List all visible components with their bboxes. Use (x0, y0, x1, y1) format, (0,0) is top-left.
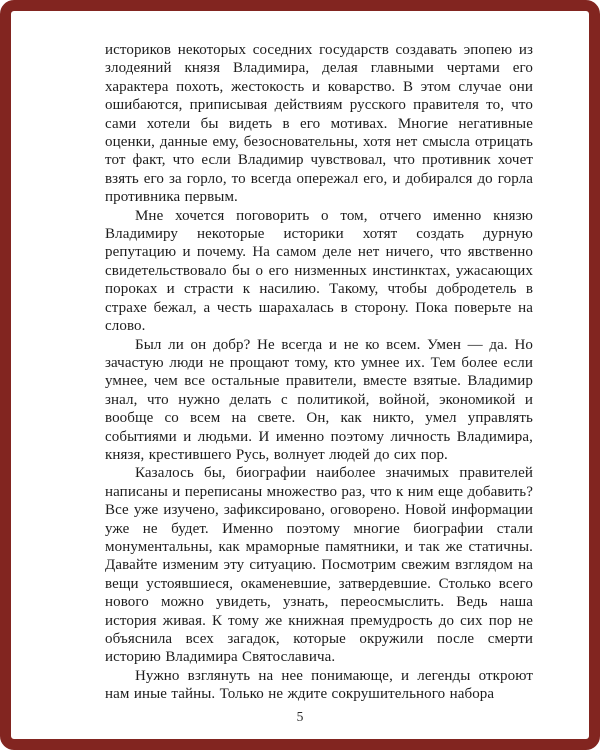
page-number: 5 (296, 709, 304, 724)
paragraph: Казалось бы, биографии наиболее значимых правителей написаны и переписаны множество раз, что к ним еще добавить? Все уже изучено, зафиксировано, оговорено. Новой информации уже не будет. Именно поэтому многие биографии стали монументальны, как мраморные памятники, и так же статичны. Давайте изменим эту ситуацию. Посмотрим свежим взглядом на вещи устоявшиеся, окаменевшие, затвердевшие. Столько всего нового можно увидеть, узнать, переосмыслить. Ведь наша история живая. К тому же книжная премудрость до сих пор не объяснила всех загадок, которые окружили после смерти историю Владимира Святославича. (105, 465, 533, 666)
paragraph: Мне хочется поговорить о том, отчего именно князю Владимиру некоторые историки хотят создать дурную репутацию и почему. На самом деле нет ничего, что явственно свидетельствовало бы о его низменных инстинктах, ужасающих пороках и страсти к насилию. Такому, чтобы добродетель в страхе бежал, а честь шарахалась в сторону. Пока поверьте на слово. (105, 207, 533, 335)
book-page (11, 11, 589, 739)
paragraph: историков некоторых соседних государств создавать эпопею из злодеяний князя Владимира, делая главными чертами его характера похоть, жестокость и коварство. В этом случае они ошибаются, приписывая действиям русского правителя то, что сами хотели бы видеть в его мотивах. Многие негативные оценки, данные ему, безосновательны, хотя нет смысла отрицать тот факт, что если Владимир чувствовал, что противник хочет взять его за горло, то всегда опережал его, и добирался до горла противника первым. (105, 42, 533, 206)
paragraph: Нужно взглянуть на нее понимающе, и легенды откроют нам иные тайны. Только не ждите сокрушительного набора (105, 667, 533, 703)
paragraph: Был ли он добр? Не всегда и не ко всем. Умен — да. Но зачастую люди не прощают тому, кто умнее их. Тем более если умнее, чем все остальные правители, вместе взятые. Владимир знал, что нужно делать с политикой, войной, экономикой и вообще со всем на свете. Он, как никто, умел управлять событиями и людьми. И именно поэтому личность Владимира, князя, крестившего Русь, волнует людей до сих пор. (105, 336, 533, 463)
text-block (105, 41, 533, 704)
